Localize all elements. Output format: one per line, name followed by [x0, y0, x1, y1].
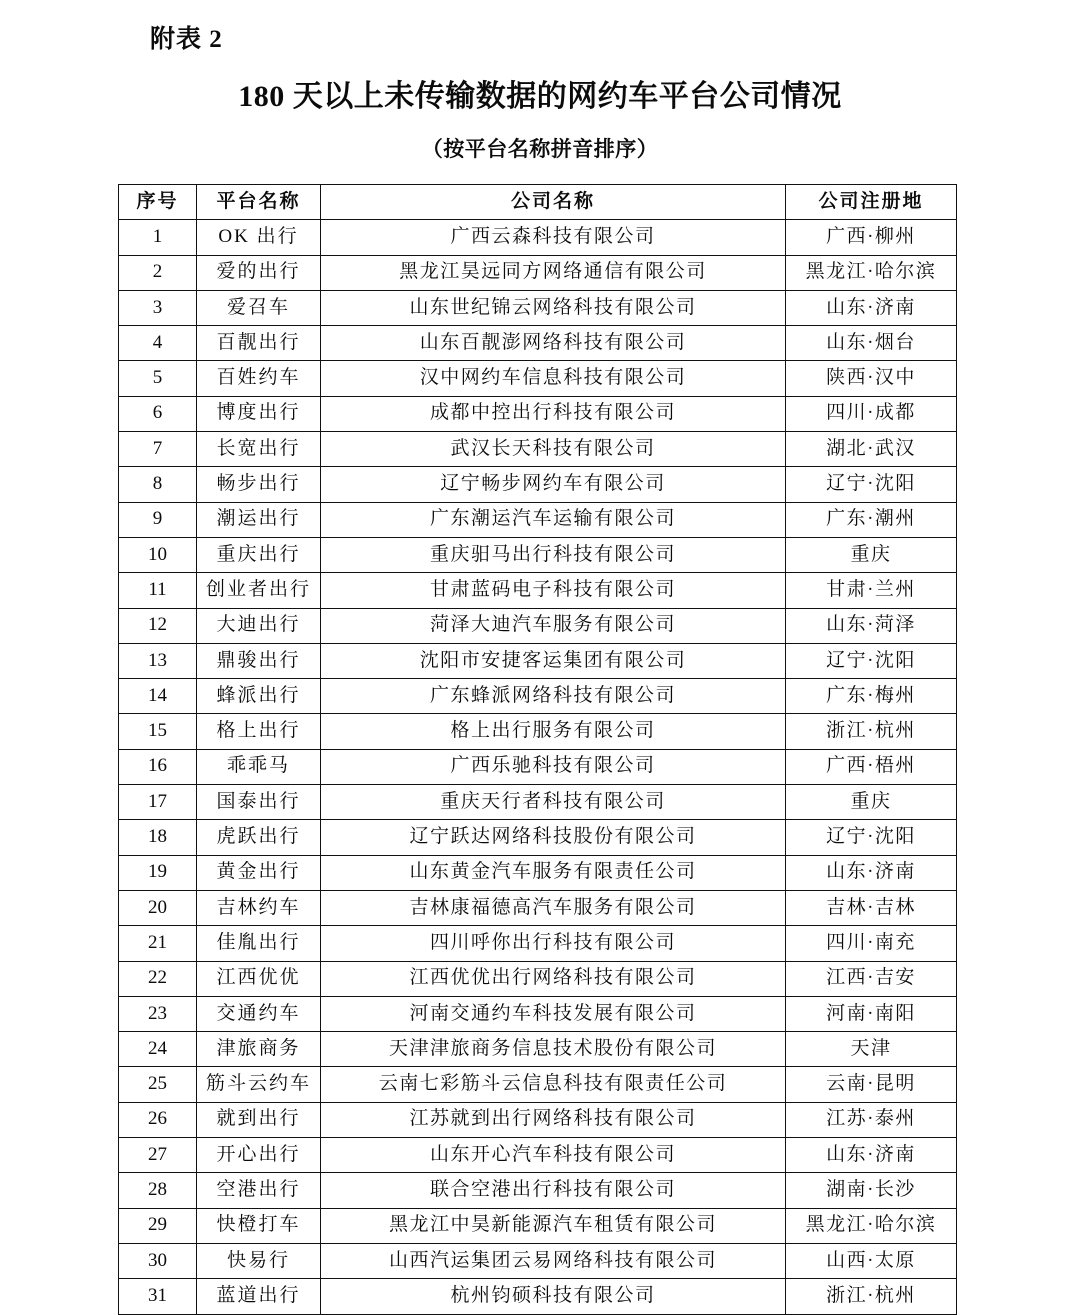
cell-platform: 黄金出行	[197, 855, 321, 890]
table-row	[119, 1067, 957, 1102]
cell-index: 14	[119, 679, 197, 714]
cell-platform: 江西优优	[197, 961, 321, 996]
cell-platform: 快易行	[197, 1243, 321, 1278]
cell-company: 汉中网约车信息科技有限公司	[321, 361, 786, 396]
cell-platform: 蓝道出行	[197, 1279, 321, 1314]
table-row	[119, 1032, 957, 1067]
cell-region: 江西·吉安	[786, 961, 957, 996]
table-row	[119, 643, 957, 678]
cell-index: 1	[119, 220, 197, 255]
cell-index: 16	[119, 749, 197, 784]
cell-region: 天津	[786, 1032, 957, 1067]
cell-index: 22	[119, 961, 197, 996]
table-row	[119, 290, 957, 325]
cell-index: 12	[119, 608, 197, 643]
cell-index: 21	[119, 926, 197, 961]
cell-region: 四川·成都	[786, 396, 957, 431]
table-header	[119, 185, 957, 220]
cell-company: 菏泽大迪汽车服务有限公司	[321, 608, 786, 643]
column-header-index: 序号	[119, 185, 197, 220]
table-row	[119, 220, 957, 255]
table-row	[119, 432, 957, 467]
cell-index: 4	[119, 326, 197, 361]
table-row	[119, 1279, 957, 1314]
table-row	[119, 573, 957, 608]
cell-region: 黑龙江·哈尔滨	[786, 255, 957, 290]
cell-index: 6	[119, 396, 197, 431]
cell-index: 28	[119, 1173, 197, 1208]
table-row	[119, 714, 957, 749]
cell-company: 江苏就到出行网络科技有限公司	[321, 1102, 786, 1137]
cell-region: 云南·昆明	[786, 1067, 957, 1102]
cell-platform: 筋斗云约车	[197, 1067, 321, 1102]
cell-platform: 爱的出行	[197, 255, 321, 290]
column-header-company: 公司名称	[321, 185, 786, 220]
table-row	[119, 1173, 957, 1208]
cell-region: 辽宁·沈阳	[786, 467, 957, 502]
cell-company: 联合空港出行科技有限公司	[321, 1173, 786, 1208]
cell-platform: 百姓约车	[197, 361, 321, 396]
cell-company: 山东开心汽车科技有限公司	[321, 1138, 786, 1173]
cell-index: 20	[119, 890, 197, 925]
cell-platform: 津旅商务	[197, 1032, 321, 1067]
cell-platform: 开心出行	[197, 1138, 321, 1173]
cell-index: 7	[119, 432, 197, 467]
cell-region: 浙江·杭州	[786, 714, 957, 749]
cell-index: 15	[119, 714, 197, 749]
cell-company: 广东潮运汽车运输有限公司	[321, 502, 786, 537]
table-row	[119, 467, 957, 502]
table-row	[119, 890, 957, 925]
cell-platform: 蜂派出行	[197, 679, 321, 714]
cell-company: 山东黄金汽车服务有限责任公司	[321, 855, 786, 890]
cell-region: 广东·梅州	[786, 679, 957, 714]
column-header-region: 公司注册地	[786, 185, 957, 220]
cell-company: 格上出行服务有限公司	[321, 714, 786, 749]
cell-region: 陕西·汉中	[786, 361, 957, 396]
cell-company: 吉林康福德高汽车服务有限公司	[321, 890, 786, 925]
table-row	[119, 608, 957, 643]
cell-region: 河南·南阳	[786, 996, 957, 1031]
table-row	[119, 1102, 957, 1137]
cell-region: 山西·太原	[786, 1243, 957, 1278]
cell-platform: 鼎骏出行	[197, 643, 321, 678]
cell-platform: 虎跃出行	[197, 820, 321, 855]
cell-index: 10	[119, 537, 197, 572]
table-body	[119, 220, 957, 1314]
cell-platform: 畅步出行	[197, 467, 321, 502]
cell-index: 19	[119, 855, 197, 890]
cell-platform: 空港出行	[197, 1173, 321, 1208]
table-row	[119, 255, 957, 290]
cell-region: 广西·柳州	[786, 220, 957, 255]
cell-company: 甘肃蓝码电子科技有限公司	[321, 573, 786, 608]
cell-index: 30	[119, 1243, 197, 1278]
cell-index: 25	[119, 1067, 197, 1102]
table-row	[119, 1208, 957, 1243]
column-header-platform: 平台名称	[197, 185, 321, 220]
cell-platform: 爱召车	[197, 290, 321, 325]
table-row	[119, 396, 957, 431]
cell-company: 杭州钧硕科技有限公司	[321, 1279, 786, 1314]
table-row	[119, 926, 957, 961]
cell-company: 成都中控出行科技有限公司	[321, 396, 786, 431]
cell-platform: 创业者出行	[197, 573, 321, 608]
cell-index: 3	[119, 290, 197, 325]
cell-company: 广西云森科技有限公司	[321, 220, 786, 255]
platform-table	[118, 184, 957, 1315]
cell-platform: 博度出行	[197, 396, 321, 431]
cell-index: 11	[119, 573, 197, 608]
cell-index: 5	[119, 361, 197, 396]
cell-platform: OK 出行	[197, 220, 321, 255]
cell-company: 天津津旅商务信息技术股份有限公司	[321, 1032, 786, 1067]
cell-index: 31	[119, 1279, 197, 1314]
cell-company: 辽宁跃达网络科技股份有限公司	[321, 820, 786, 855]
cell-platform: 百靓出行	[197, 326, 321, 361]
table-header-row	[119, 185, 957, 220]
cell-region: 湖南·长沙	[786, 1173, 957, 1208]
cell-company: 黑龙江昊远同方网络通信有限公司	[321, 255, 786, 290]
table-row	[119, 502, 957, 537]
table-row	[119, 855, 957, 890]
table-row	[119, 785, 957, 820]
page-subtitle: （按平台名称拼音排序）	[421, 137, 659, 161]
page-title: 180 天以上未传输数据的网约车平台公司情况	[238, 80, 842, 113]
cell-company: 重庆天行者科技有限公司	[321, 785, 786, 820]
table-row	[119, 361, 957, 396]
cell-region: 黑龙江·哈尔滨	[786, 1208, 957, 1243]
cell-index: 29	[119, 1208, 197, 1243]
cell-platform: 长宽出行	[197, 432, 321, 467]
cell-region: 山东·济南	[786, 1138, 957, 1173]
cell-platform: 格上出行	[197, 714, 321, 749]
cell-company: 黑龙江中昊新能源汽车租赁有限公司	[321, 1208, 786, 1243]
attachment-label: 附表 2	[150, 26, 223, 53]
cell-region: 江苏·泰州	[786, 1102, 957, 1137]
cell-platform: 大迪出行	[197, 608, 321, 643]
cell-platform: 佳胤出行	[197, 926, 321, 961]
cell-company: 山东百靓澎网络科技有限公司	[321, 326, 786, 361]
cell-platform: 就到出行	[197, 1102, 321, 1137]
cell-index: 17	[119, 785, 197, 820]
cell-region: 辽宁·沈阳	[786, 643, 957, 678]
cell-platform: 潮运出行	[197, 502, 321, 537]
cell-index: 8	[119, 467, 197, 502]
cell-index: 26	[119, 1102, 197, 1137]
cell-company: 沈阳市安捷客运集团有限公司	[321, 643, 786, 678]
cell-index: 23	[119, 996, 197, 1031]
cell-region: 四川·南充	[786, 926, 957, 961]
cell-region: 山东·济南	[786, 290, 957, 325]
cell-region: 甘肃·兰州	[786, 573, 957, 608]
cell-region: 山东·烟台	[786, 326, 957, 361]
cell-index: 13	[119, 643, 197, 678]
cell-index: 2	[119, 255, 197, 290]
cell-company: 辽宁畅步网约车有限公司	[321, 467, 786, 502]
cell-index: 24	[119, 1032, 197, 1067]
table-row	[119, 749, 957, 784]
table-row	[119, 1138, 957, 1173]
cell-platform: 乖乖马	[197, 749, 321, 784]
cell-platform: 交通约车	[197, 996, 321, 1031]
cell-region: 吉林·吉林	[786, 890, 957, 925]
table-row	[119, 326, 957, 361]
cell-platform: 吉林约车	[197, 890, 321, 925]
cell-platform: 国泰出行	[197, 785, 321, 820]
cell-index: 27	[119, 1138, 197, 1173]
cell-company: 广西乐驰科技有限公司	[321, 749, 786, 784]
cell-company: 广东蜂派网络科技有限公司	[321, 679, 786, 714]
table-row	[119, 961, 957, 996]
table-row	[119, 996, 957, 1031]
cell-region: 浙江·杭州	[786, 1279, 957, 1314]
cell-region: 重庆	[786, 785, 957, 820]
cell-company: 重庆驲马出行科技有限公司	[321, 537, 786, 572]
cell-index: 9	[119, 502, 197, 537]
cell-platform: 快橙打车	[197, 1208, 321, 1243]
cell-region: 山东·济南	[786, 855, 957, 890]
cell-region: 山东·菏泽	[786, 608, 957, 643]
cell-company: 云南七彩筋斗云信息科技有限责任公司	[321, 1067, 786, 1102]
cell-platform: 重庆出行	[197, 537, 321, 572]
cell-company: 四川呼你出行科技有限公司	[321, 926, 786, 961]
cell-region: 辽宁·沈阳	[786, 820, 957, 855]
cell-company: 江西优优出行网络科技有限公司	[321, 961, 786, 996]
cell-region: 湖北·武汉	[786, 432, 957, 467]
cell-company: 山西汽运集团云易网络科技有限公司	[321, 1243, 786, 1278]
cell-company: 山东世纪锦云网络科技有限公司	[321, 290, 786, 325]
cell-index: 18	[119, 820, 197, 855]
table-row	[119, 1243, 957, 1278]
cell-company: 武汉长天科技有限公司	[321, 432, 786, 467]
cell-region: 广西·梧州	[786, 749, 957, 784]
table-row	[119, 679, 957, 714]
platform-table-container	[118, 184, 956, 1315]
cell-company: 河南交通约车科技发展有限公司	[321, 996, 786, 1031]
table-row	[119, 537, 957, 572]
table-row	[119, 820, 957, 855]
cell-region: 广东·潮州	[786, 502, 957, 537]
cell-region: 重庆	[786, 537, 957, 572]
